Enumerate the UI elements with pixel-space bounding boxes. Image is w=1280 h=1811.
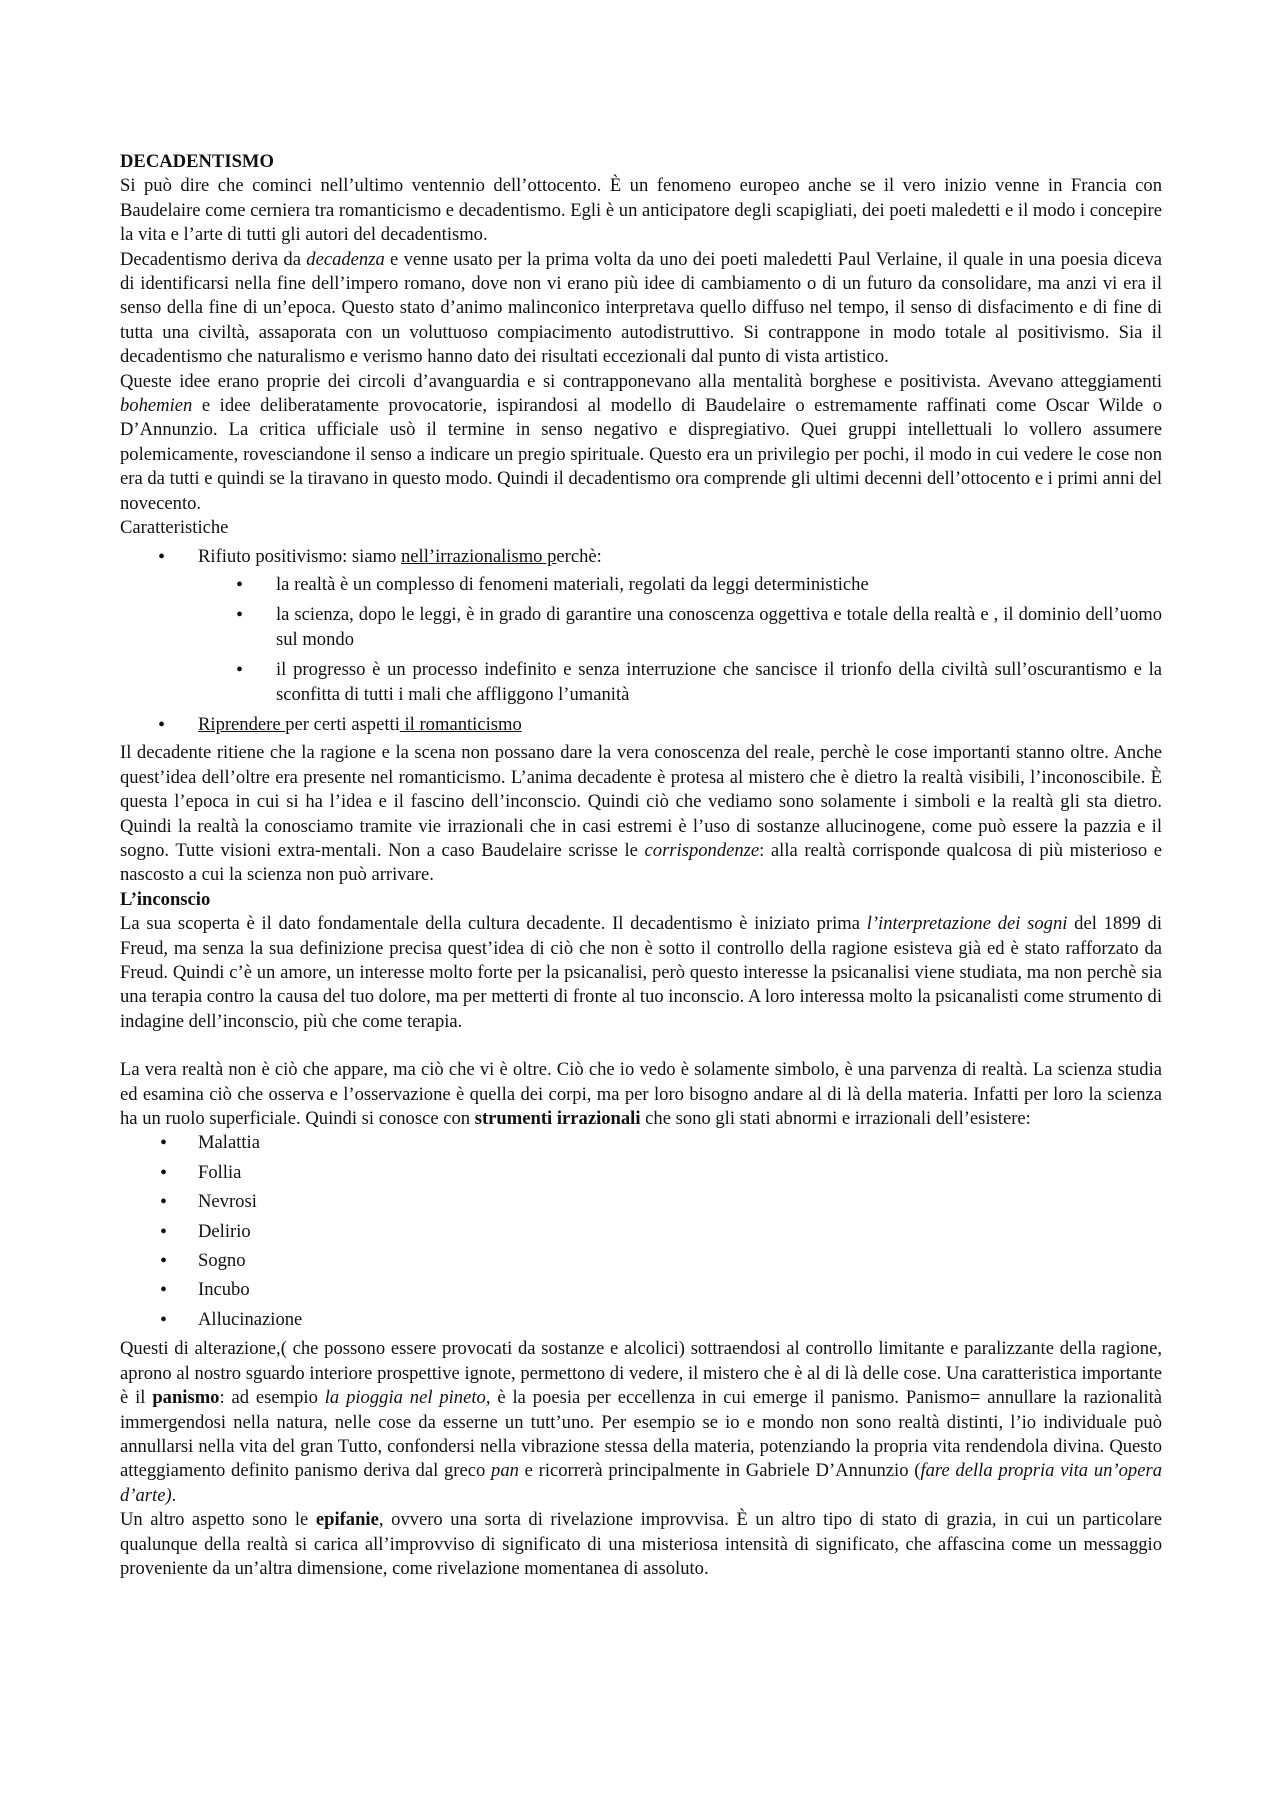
- decadente-paragraph: [120, 741, 1162, 887]
- section-label-caratteristiche: Caratteristiche: [120, 517, 229, 539]
- intro-paragraph-1: Si può dire che cominci nell’ultimo ventennio dell’ottocento. È un fenomeno europeo anche se il vero inizio venne in Francia con Baudelaire come cerniera tra romanticismo e decadentismo. Egli è un anticipatore degli scapigliati, dei poeti maledetti e il modo i concepire la vita e l’arte di tutti gli autori del decadentismo.: [120, 175, 1162, 246]
- underlined-text: nell’irrazionalismo p: [401, 545, 557, 567]
- bold-text: panismo: [152, 1387, 220, 1409]
- list-item: [120, 713, 1162, 737]
- epifanie-paragraph: [120, 1508, 1162, 1581]
- list-item: • Nevrosi: [120, 1190, 1162, 1214]
- text-run: e ricorrerà principalmente in Gabriele D’Annunzio (: [518, 1460, 921, 1482]
- list-item: • Sogno: [120, 1249, 1162, 1273]
- bold-text: strumenti irrazionali: [474, 1108, 641, 1130]
- text-run: erchè:: [556, 545, 602, 567]
- emphasis-text: bohemien: [120, 395, 193, 417]
- text-run: del 1899 di Freud, ma senza la sua definizione precisa quest’idea di ciò che non è sotto il controllo della ragione esisteva già ed è stato rafforzato da Freud. Quindi c’è un amore, un interesse molto forte per la psicanalisi, però questo interesse la psicanalisi viene studiata, ma non perchè sia una terapia contro la causa del tuo dolore, ma per metterti di fronte al tuo inconscio. A loro interessa molto la psicanalisti come strumento di indagine dell’inconscio, più che come terapia.: [120, 913, 1162, 1032]
- spacer: [120, 1034, 1162, 1058]
- sublist-item: • la scienza, dopo le leggi, è in grado di garantire una conoscenza oggettiva e totale della realtà e , il dominio dell’uomo sul mondo: [120, 603, 1162, 652]
- document-title: DECADENTISMO: [120, 151, 274, 172]
- caratteristiche-list: [120, 545, 1162, 738]
- sublist-item: • la realtà è un complesso di fenomeni materiali, regolati da leggi deterministiche: [120, 573, 1162, 597]
- text-run: che sono gli stati abnormi e irrazionali dell’esistere:: [640, 1108, 1031, 1130]
- alterazione-paragraph: [120, 1337, 1162, 1508]
- text-run: La sua scoperta è il dato fondamentale della cultura decadente. Il decadentismo è iniziato prima: [120, 913, 867, 935]
- text-run: Rifiuto positivismo: siamo: [198, 545, 401, 567]
- bold-text: epifanie: [315, 1509, 379, 1531]
- inconscio-paragraph: [120, 912, 1162, 1034]
- text-run: : ad esempio: [219, 1387, 325, 1409]
- emphasis-text: pan: [491, 1460, 519, 1482]
- text-run: Decadentismo deriva da: [120, 248, 307, 270]
- emphasis-text: corrispondenze: [644, 839, 760, 861]
- intro-paragraph-3: [120, 370, 1162, 516]
- emphasis-text: decadenza: [306, 248, 385, 270]
- text-run: Un altro aspetto sono le: [120, 1509, 316, 1531]
- text-run: : alla realtà corrisponde qualcosa di più misterioso e nascosto a cui la scienza non può arrivare.: [120, 839, 1163, 886]
- intro-paragraph-2: [120, 248, 1162, 370]
- text-run: , ovvero una sorta di rivelazione improvvisa. È un altro tipo di stato di grazia, in cui un particolare qualunque della realtà si carica all’improvviso di significato di una misteriosa intensità di significato, che affascina come un messaggio proveniente da un’altra dimensione, come rivelazione momentanea di assoluto.: [120, 1509, 1162, 1579]
- text-run: e idee deliberatamente provocatorie, ispirandosi al modello di Baudelaire o estremamente raffinati come Oscar Wilde o D’Annunzio. La critica ufficiale usò il termine in senso negativo e dispregiativo. Quei gruppi intellettuali lo vollero assumere polemicamente, rovesciandone il senso a indicare un pregio spirituale. Questo era un privilegio per pochi, il modo in cui vedere le cose non era da tutti e quindi se la tiravano in questo modo. Quindi il decadentismo ora comprende gli ultimi decenni dell’ottocento e i primi anni del novecento.: [120, 395, 1162, 514]
- text-run: La vera realtà non è ciò che appare, ma ciò che vi è oltre. Ciò che io vedo è solamente simbolo, è una parvenza di realtà. La scienza studia ed esamina ciò che osserva e l’osservazione è quella dei corpi, ma per loro bisogno andare al di là della materia. Infatti per loro la scienza ha un ruolo superficiale. Quindi si conosce con: [120, 1059, 1162, 1130]
- list-item: • Delirio: [120, 1220, 1162, 1244]
- stati-list: [120, 1131, 1162, 1332]
- underlined-text: Riprendere: [198, 713, 286, 735]
- emphasis-text: fare della propria vita un’opera d’arte): [120, 1460, 1162, 1506]
- list-item: [120, 545, 1162, 707]
- text-run: Queste idee erano proprie dei circoli d’avanguardia e si contrapponevano alla mentalità borghese e positivista. Avevano atteggiamenti: [120, 370, 1162, 392]
- emphasis-text: la pioggia nel pineto: [324, 1387, 486, 1409]
- realta-paragraph: [120, 1058, 1162, 1131]
- sublist-wrapper: [120, 573, 1162, 707]
- underlined-text: il romanticismo: [399, 713, 522, 735]
- list-item: • Incubo: [120, 1278, 1162, 1302]
- text-run: Questi di alterazione,( che possono essere provocati da sostanze e alcolici) sottraendosi al controllo limitante e paralizzante della ragione, aprono al nostro sguardo interiore prospettive ignote, permettono di vedere, il mistero che è al di là delle cose. Una caratteristica importante è il: [120, 1338, 1162, 1409]
- heading-inconscio: L’inconscio: [120, 888, 211, 910]
- text-run: , è la poesia per eccellenza in cui emerge il panismo. Panismo= annullare la razionalità immergendosi nella natura, nelle cose da esserne un tutt’uno. Per esempio se io e mondo non sono realtà distinti, l’io individuale può annullarsi nella vita del gran Tutto, confondersi nella vibrazione stessa della materia, potenziando la propria vita rendendola divina. Questo atteggiamento definito panismo deriva dal greco: [120, 1387, 1163, 1482]
- text-run: .: [171, 1484, 177, 1506]
- text-run: per certi aspetti: [285, 713, 400, 735]
- emphasis-text: l’interpretazione dei sogni: [866, 913, 1068, 935]
- list-item: • Allucinazione: [120, 1308, 1162, 1332]
- text-run: Il decadente ritiene che la ragione e la scena non possano dare la vera conoscenza del reale, perchè le cose importanti stanno oltre. Anche quest’idea dell’oltre era presente nel romanticismo. L’anima decadente è protesa al mistero che è dietro la realtà visibili, l’inconoscibile. È questa l’epoca in cui si ha l’idea e il fascino dell’inconscio. Quindi ciò che vediamo sono solamente i simboli e la realtà gli sta dietro. Quindi la realtà la conosciamo tramite vie irrazionali che in casi estremi è l’uso di sostanze allucinogene, come può essere la pazzia e il sogno. Tutte visioni extra-mentali. Non a caso Baudelaire scrisse le: [120, 742, 1162, 861]
- positivismo-sublist: [120, 573, 1162, 707]
- sublist-item: • il progresso è un processo indefinito e senza interruzione che sancisce il trionfo della civiltà sull’oscurantismo e la sconfitta di tutti i mali che affliggono l’umanità: [120, 658, 1162, 707]
- list-item: • Malattia: [120, 1131, 1162, 1155]
- list-item: • Follia: [120, 1161, 1162, 1185]
- text-run: e venne usato per la prima volta da uno dei poeti maledetti Paul Verlaine, il quale in una poesia diceva di identificarsi nella fine dell’impero romano, dove non vi erano più idee di cambiamento o di un futuro da consolidare, ma anzi vi era il senso della fine di un’epoca. Questo stato d’animo malinconico interpretava quello diffuso nel tempo, il senso di disfacimento e di fine di tutta una civiltà, assaporata con un voluttuoso compiacimento autodistruttivo. Si contrappone in modo totale al positivismo. Sia il decadentismo che naturalismo e verismo hanno dato dei risultati eccezionali dal punto di vista artistico.: [120, 248, 1163, 368]
